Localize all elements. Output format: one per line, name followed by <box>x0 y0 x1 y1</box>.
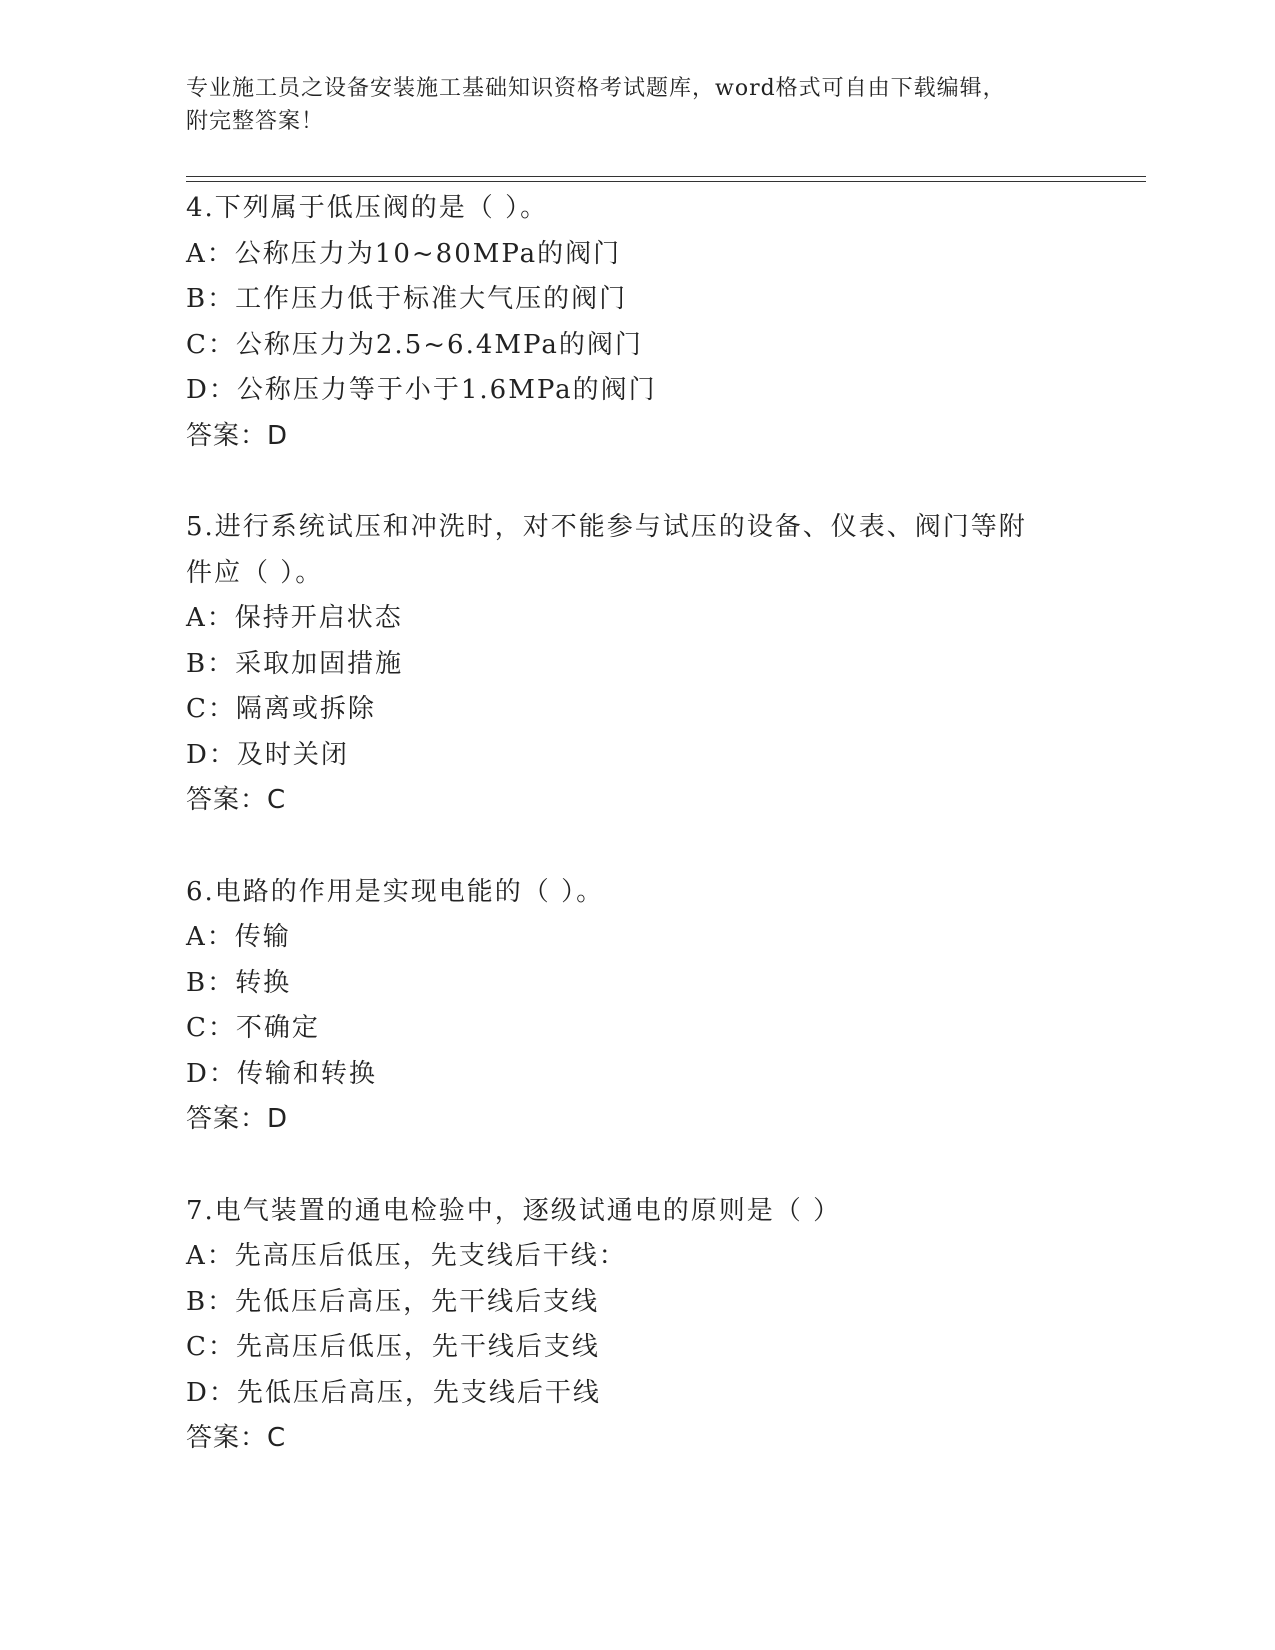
option-a: A：保持开启状态 <box>186 603 403 633</box>
question-4 <box>186 186 1086 459</box>
option-d: D：公称压力等于小于1.6MPa的阀门 <box>186 375 657 405</box>
option-d: D：传输和转换 <box>186 1058 377 1089</box>
header-line-1: 专业施工员之设备安装施工基础知识资格考试题库，word格式可自由下载编辑， <box>186 76 1006 101</box>
option-c: C：不确定 <box>186 1013 320 1043</box>
question-5 <box>186 505 1086 824</box>
option-c: C：先高压后低压，先干线后支线 <box>186 1332 600 1362</box>
question-stem: 7.电气装置的通电检验中，逐级试通电的原则是（ ） <box>186 1195 842 1226</box>
question-list <box>186 186 1086 1508</box>
question-stem: 5.进行系统试压和冲洗时，对不能参与试压的设备、仪表、阀门等附件应（ ）。 <box>186 512 1027 588</box>
question-stem: 4.下列属于低压阀的是（ ）。 <box>186 193 549 223</box>
option-a: A：先高压后低压，先支线后干线： <box>186 1241 627 1271</box>
option-b: B：转换 <box>186 967 292 998</box>
option-a: A：传输 <box>186 922 291 952</box>
option-d: D：及时关闭 <box>186 739 349 770</box>
option-d: D：先低压后高压，先支线后干线 <box>186 1377 601 1408</box>
header-line-2: 附完整答案！ <box>186 109 325 134</box>
question-7 <box>186 1189 1086 1462</box>
header-divider-bottom <box>186 181 1146 182</box>
option-a: A：公称压力为10~80MPa的阀门 <box>186 238 622 269</box>
answer-label: 答案：D <box>186 1104 289 1134</box>
document-header <box>186 72 1086 138</box>
option-b: B：采取加固措施 <box>186 648 404 679</box>
answer-label: 答案：D <box>186 420 289 451</box>
option-b: B：工作压力低于标准大气压的阀门 <box>186 284 628 314</box>
answer-label: 答案：C <box>186 785 287 815</box>
question-stem: 6.电路的作用是实现电能的（ ）。 <box>186 876 605 907</box>
option-c: C：公称压力为2.5~6.4MPa的阀门 <box>186 329 643 360</box>
question-6 <box>186 870 1086 1143</box>
header-divider-top <box>186 176 1146 177</box>
option-b: B：先低压后高压，先干线后支线 <box>186 1286 600 1317</box>
option-c: C：隔离或拆除 <box>186 694 376 724</box>
answer-label: 答案：C <box>186 1423 287 1453</box>
